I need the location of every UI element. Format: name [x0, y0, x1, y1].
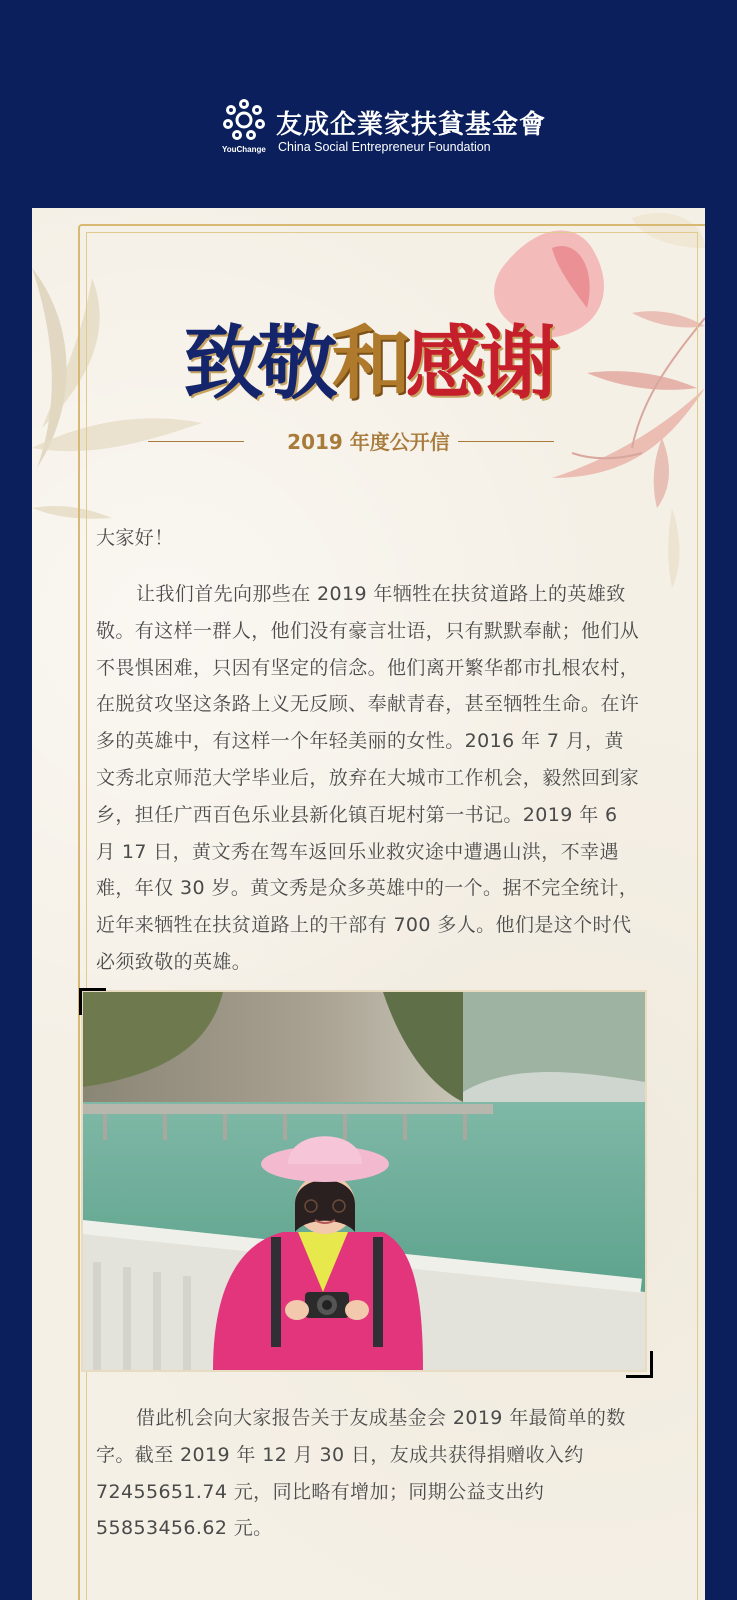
letter-paragraph-financials: 借此机会向大家报告关于友成基金会 2019 年最简单的数字。截至 2019 年 12 月 30 日，友成共获得捐赠收入约 72455651.74 元，同比略有增加；同期公益支出约 55853456.62 元。 [96, 1407, 626, 1540]
title-part-salute: 致敬 [183, 316, 332, 410]
foundation-logo-icon [222, 98, 266, 142]
subtitle-divider-right [458, 441, 554, 442]
subtitle: 2019 年度公开信 [287, 430, 450, 454]
letter-paragraph: 让我们首先向那些在 2019 年牺牲在扶贫道路上的英雄致敬。有这样一群人，他们没有豪言壮语，只有默默奉献；他们从不畏惧困难，只因有坚定的信念。他们离开繁华都市扎根农村，在脱贫攻坚这条路上义无反顾、奉献青春，甚至牺牲生命。在许多的英雄中，有这样一个年轻美丽的女性。2016 年 7 月，黄文秀北京师范大学毕业后，放弃在大城市工作机会，毅然回到家乡，担任广西百色乐业县新化镇百坭村第一书记。2019 年 6 月 17 日，黄文秀在驾车返回乐业救灾途中遭遇山洪，不幸遇难，年仅 30 岁。黄文秀是众多英雄中的一个。据不完全统计，近年来牺牲在扶贫道路上的干部有 700 多人。他们是这个时代必须致敬的英雄。 [96, 583, 640, 973]
logo-youchange-text: YouChange [222, 145, 266, 154]
photo-scene [83, 992, 645, 1370]
subtitle-row [32, 426, 705, 456]
page-header [0, 0, 737, 208]
title-part-thanks: 感谢 [405, 316, 554, 410]
hero-photo[interactable] [83, 992, 645, 1370]
foundation-logo[interactable] [222, 98, 547, 160]
photo-frame [81, 990, 647, 1372]
photo-corner-tl [79, 988, 106, 1015]
greeting: 大家好！ [96, 527, 174, 549]
letter-card [32, 208, 705, 1600]
photo-corner-br [626, 1351, 653, 1378]
logo-chinese-name: 友成企業家扶貧基金會 [276, 110, 547, 140]
page-title [32, 316, 705, 410]
title-part-and: 和 [331, 316, 406, 410]
logo-english-name: China Social Entrepreneur Foundation [278, 140, 491, 154]
